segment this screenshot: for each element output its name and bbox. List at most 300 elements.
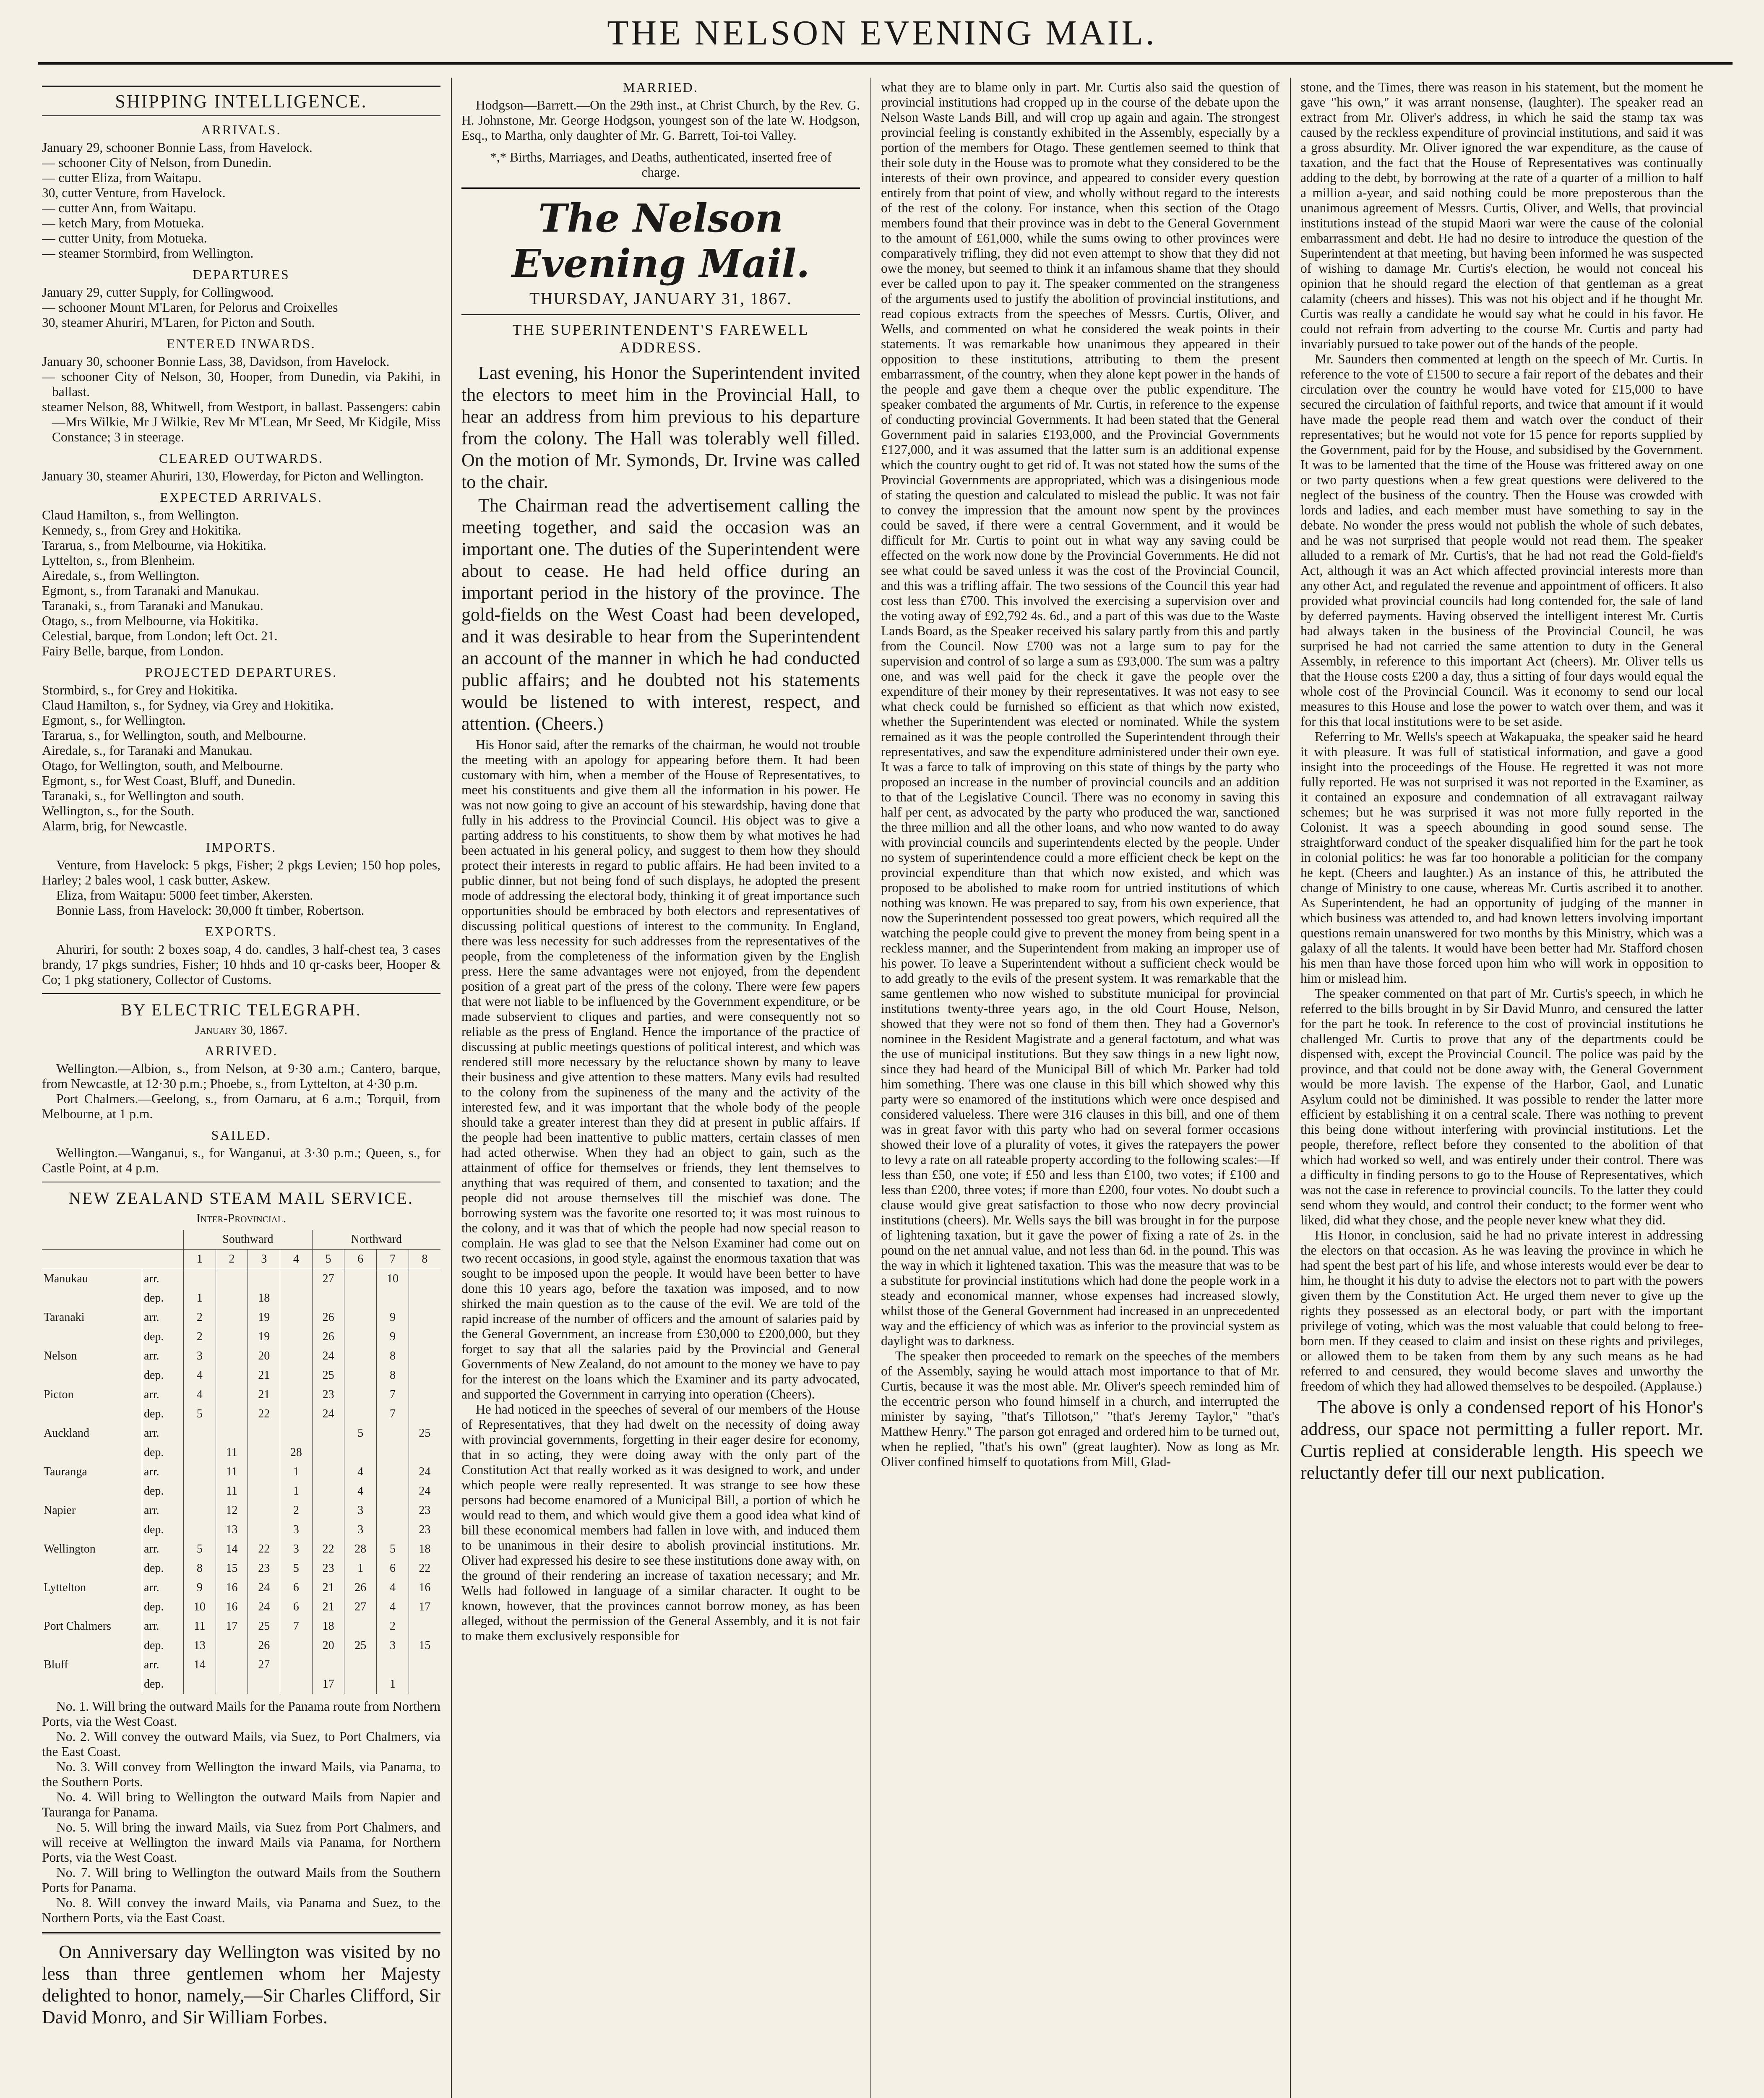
table-cell: 28 [280,1443,313,1462]
arrival-departure: dep. [142,1482,184,1501]
table-cell: 14 [216,1540,248,1559]
port-name [42,1597,142,1617]
body-paragraph: what they are to blame only in part. Mr. Curtis also said the question of provincial institutions had cropped up in the course of the debate upon the Nelson Waste Lands Bill, and will crop up again and again. The strongest provincial feeling is constantly exhibited in the Assembly, especially by a portion of the members for Otago. These gentlemen seemed to think that their sole duty in the House was to promote what they considered to be the interests of their own province, and appeared to consider every question entirely from that point of view, and wholly without regard to the interests of the rest of the colony. For instance, when this section of the Otago members found that their province was in debt to the General Government to the amount of £61,000, while the sums owing to other provinces were comparatively trifling, they did not even attempt to show that they did not owe the money, but seemed to think it an infamous shame that they should ever be called upon to pay it. The speaker commented on the strangeness of the arguments used to justify the abolition of provincial institutions, and read copious extracts from the speeches of Messrs. Curtis, Oliver, and Wells, and commented on what he considered the weak points in their statements. It was remarkable how unanimous they appeared in their opposition to these institutions, attributing to them the present embarrassment, of the country, when they alone kept power in the hands of the people and gave them a cheque over the public expenditure. The speaker combated the arguments of Mr. Curtis, in reference to the expense of conducting provincial Governments. It had been stated that the General Government paid in salaries £193,000, and the Provincial Governments £127,000, and it was assumed that the latter sum is an additional expense which the country ought to get rid of. It was not stated how the sums of the Provincial Governments are appropriated, which was a disingenious mode of stating the question and calculated to mislead the public. It was not fair to convey the impression that the amount now spent by the provinces could be saved, if there were a central Government, and it would be difficult for Mr. Curtis to point out in what way any saving could be effected on the work now done by the Provincial Governments. He did not see what could be saved unless it was the cost of the Provincial Council, and this was a trifling affair. The two sessions of the Council this year had cost less than £700. This involved the exercising a supervision over and the voting away of £92,792 4s. 6d., and a part of this was due to the Waste Lands Board, as the Speaker received his salary partly from this and partly from the Council. Now £700 was not a large sum to pay for the supervision and control of so large a sum as £93,000. The sum was a paltry one, and was well paid for the check it gave the people over the expenditure of their money by their representatives. It was not easy to see what check could be furnished so efficient as that which now existed, whether the Superintendent was elected or nominated. While the system remained as it was the people controlled the Superintendent through their representatives, and saw the expenditure administered under their own eye. It was a farce to talk of improving on this state of things by the party who proposed an increase in the number of provincial councils and an addition to that of the Legislative Council. There was no economy in saving this half per cent, as advocated by the party who produced the war, sanctioned the three million and all the other loans, and who now wanted to do away with provincial councils and superintendents elected by the people. Under no system of superintendence could a more efficient check be kept on the provincial expenditure than that which now existed, and which was proposed to be abolished to make room for untried institutions of which nothing was known. He was prepared to say, from his own experience, that now the Superintendent possessed too great powers, which required all the watching the people could give to prevent the money from being spent in a reckless manner, and the Superintendent from making an improper use of his power. To leave a Superintendent without a sufficient check would be to add greatly to the evils of the present system. It was remarkable that the same gentlemen who now wished to substitute municipal for provincial institutions twenty-three years ago, in the old Court House, Nelson, showed that they were not so fond of them then. They had a Governor's nominee in the Resident Magistrate and a general factotum, and what was the use of municipal institutions. But they saw things in a new light now, since they had heard of the Municipal Bill of which Mr. Parker had told him something. There was one clause in this bill which showed why this party were so enamored of the institutions which were once despised and considered valueless. There were 316 clauses in this bill, and one of them was in great favor with this party who had on several former occasions showed their love of a plurality of votes, it gives the ratepayers the power to levy a rate on all rateable property according to the following scales:—If less than £50, one vote; if £50 and less than £100, two votes; if £100 and less than £200, three votes; if more than £200, four votes. No doubt such a clause would give great satisfaction to those who now decry provincial institutions (cheers). Mr. Wells says the bill was brought in for the purpose of lightening taxation, but it gave the power of fixing a rate of 2s. in the pound on the net annual value, and not less than 6d. in the pound. This was the way in which it lightened taxation. This was the measure that was to be a substitute for provincial institutions which had done the people work in a steady and economical manner, whose expenses had increased slowly, whilst those of the General Government had increased in an unprecedented way and the efficiency of which was as inferior to the provincial system as daylight was to darkness. [881,80,1279,1348]
table-cell [312,1289,344,1308]
departures-list [42,285,440,330]
table-cell: 6 [280,1597,313,1617]
list-item: Stormbird, s., for Grey and Hokitika. [42,683,238,697]
port-name [42,1675,142,1694]
table-cell [216,1346,248,1366]
list-item: No. 5. Will bring the inward Mails, via Suez from Port Chalmers, and will receive at Wellington the inward Mails via Panama, for Northern Ports, via the West Coast. [42,1820,440,1865]
list-item: January 30, schooner Bonnie Lass, 38, Davidson, from Havelock. [42,354,390,369]
table-cell: 1 [184,1289,216,1308]
married-text: Hodgson—Barrett.—On the 29th inst., at Christ Church, by the Rev. G. H. Johnstone, Mr. George Hodgson, youngest son of the late W. Hodgson, Esq., to Martha, only daughter of Mr. G. Barrett, Toi-toi Valley. [461,98,860,143]
timetable-column-number: 8 [409,1250,440,1269]
table-cell [280,1655,313,1675]
table-cell [280,1424,313,1443]
list-item: Taranaki, s., for Wellington and south. [42,788,244,803]
table-cell: 26 [344,1578,377,1597]
table-cell [280,1366,313,1385]
table-cell [184,1675,216,1694]
list-item: No. 1. Will bring the outward Mails for the Panama route from Northern Ports, via the West Coast. [42,1699,440,1729]
table-row [42,1424,440,1443]
married-title: MARRIED. [623,80,698,95]
table-cell: 27 [248,1655,280,1675]
list-item: Egmont, s., for West Coast, Bluff, and Dunedin. [42,773,296,788]
departures-title: DEPARTURES [193,267,290,282]
port-name [42,1289,142,1308]
port-name: Tauranga [44,1465,87,1478]
table-cell: 13 [184,1636,216,1655]
imports-list [42,858,440,918]
section-rule [461,187,860,189]
table-cell: 26 [312,1327,344,1346]
table-cell [216,1327,248,1346]
table-cell [409,1366,440,1385]
table-cell: 16 [216,1578,248,1597]
port-name: Port Chalmers [44,1620,111,1633]
table-cell: 8 [377,1346,409,1366]
closing-paragraph [1300,1396,1703,1484]
table-cell [248,1424,280,1443]
arrival-departure: dep. [142,1597,184,1617]
table-cell: 3 [280,1520,313,1540]
table-row [42,1482,440,1501]
table-row [42,1462,440,1482]
table-cell: 21 [312,1578,344,1597]
port-name [42,1327,142,1346]
table-cell: 10 [377,1269,409,1289]
table-cell: 23 [312,1385,344,1404]
table-cell: 24 [409,1462,440,1482]
table-cell [344,1655,377,1675]
table-row [42,1308,440,1327]
table-cell: 1 [377,1675,409,1694]
table-cell [409,1346,440,1366]
list-item: Taranaki, s., from Taranaki and Manukau. [42,598,263,613]
cleared-title: CLEARED OUTWARDS. [159,451,324,466]
table-cell [216,1636,248,1655]
dateline: THURSDAY, JANUARY 31, 1867. [529,289,792,308]
shipping-heading: SHIPPING INTELLIGENCE. [42,86,440,116]
telegraph-heading: BY ELECTRIC TELEGRAPH. [121,1000,362,1019]
list-item: — schooner Mount M'Laren, for Pelorus and Croixelles [42,300,338,315]
table-cell: 12 [216,1501,248,1520]
table-cell [280,1636,313,1655]
table-cell: 22 [248,1540,280,1559]
cleared-list [42,469,440,484]
table-cell: 4 [184,1366,216,1385]
table-cell [377,1462,409,1482]
list-item: Egmont, s., for Wellington. [42,713,186,728]
body-paragraph: Referring to Mr. Wells's speech at Wakapuaka, the speaker said he heard it with pleasure. It was full of statistical information, and gave a good insight into the proceedings of the House. He regretted it was not more fully reported. He was not surprised it was not reported in the Examiner, as it contained an exposure and condemnation of all extravagant railway schemes; but he was surprised it was not more fully reported in the Colonist. It was a speech abounding in good sound sense. The straightforward conduct of the speaker disqualified him for the part he took in colonial politics: he was far too honorable a politician for the company he kept. (Cheers and laughter.) As an instance of this, he attributed the change of Ministry to one cause, whereas Mr. Curtis ascribed it to another. As Superintendent, he had an opportunity of judging of the manner in which business was attended to, and had known letters involving important questions remain unanswered for two months by this Ministry, which was a galaxy of all the talents. It would have been better had Mr. Stafford chosen his men than have those forced upon him who will work in opposition to him or mislead him. [1300,729,1703,986]
list-item: Wellington, s., for the South. [42,804,195,818]
timetable-column-number: 5 [312,1250,344,1269]
table-cell [248,1482,280,1501]
table-cell: 23 [248,1559,280,1578]
list-item: No. 4. Will bring to Wellington the outward Mails from Napier and Tauranga for Panama. [42,1790,440,1819]
table-cell: 13 [216,1520,248,1540]
table-cell: 19 [248,1308,280,1327]
table-cell [377,1289,409,1308]
list-item: — ketch Mary, from Motueka. [42,216,204,230]
column-shipping [42,80,440,2098]
table-row [42,1597,440,1617]
table-row [42,1346,440,1366]
list-item: 30, cutter Venture, from Havelock. [42,185,226,200]
arrival-departure: dep. [142,1327,184,1346]
table-row [42,1540,440,1559]
timetable-column-number: 6 [344,1250,377,1269]
arrival-departure: dep. [142,1366,184,1385]
timetable-column-number: 3 [248,1250,280,1269]
masthead: THE NELSON EVENING MAIL. [607,13,1157,52]
port-name [42,1520,142,1540]
body-paragraph: His Honor, in conclusion, said he had no private interest in addressing the electors on that occasion. As he was leaving the province in which he had spent the best part of his life, and whose interests would ever be dear to him, he thought it his duty to advise the electors not to part with the powers given them by the Constitution Act. He urged them never to give up the rights they possessed as an electoral body, or part with the important privilege of voting, which was the most valuable that could belong to free-born men. If they ceased to claim and insist on these rights and privileges, or allowed them to be taken from them by any such means as he had referred to and censured, they would become slaves and unworthy the freedom of which they had allowed themselves to be despoiled. (Applause.) [1300,1228,1703,1393]
table-cell: 23 [409,1520,440,1540]
table-cell [216,1385,248,1404]
table-cell [216,1289,248,1308]
arrival-departure: arr. [142,1617,184,1636]
list-item: Lyttelton, s., from Blenheim. [42,553,195,568]
list-item: Port Chalmers.—Geelong, s., from Oamaru, at 6 a.m.; Torquil, from Melbourne, at 1 p.m. [42,1091,440,1121]
list-item: — schooner City of Nelson, from Dunedin. [42,155,272,170]
table-cell: 5 [184,1540,216,1559]
table-cell [184,1501,216,1520]
list-item: — cutter Ann, from Waitapu. [42,201,196,215]
table-cell: 25 [312,1366,344,1385]
table-cell [280,1675,313,1694]
body-paragraph: stone, and the Times, there was reason in his statement, but the moment he gave "his own," it was arrant nonsense, (laughter). The speaker read an extract from Mr. Oliver's address, in which he said the stamp tax was caused by the reckless expenditure of provincial institutions, and said it was a gross absurdity. Mr. Oliver ignored the war expenditure, as the cause of taxation, and the fact that the House of Representatives was continually adding to the debt, by borrowing at the rate of a quarter of a million to half a million a-year, and said nothing could be more preposterous than the unanimous agreement of Messrs. Curtis, Oliver, and Wells, that provincial institutions instead of the stupid Maori war were the cause of the colonial embarrassment and debt. He had no desire to introduce the question of the Superintendent at that meeting, but having been informed he was suspected of wishing to damage Mr. Curtis's election, he would not conceal his opinion that he should regard the election of that gentleman as a great calamity (cheers and hisses). This was not his object and if he thought Mr. Curtis was really a candidate he would say what he could in his favor. He could not refrain from adverting to the course Mr. Curtis and party had invariably pursued to take power out of the hands of the people. [1300,80,1703,351]
table-cell: 7 [377,1385,409,1404]
timetable-column-number: 7 [377,1250,409,1269]
table-cell: 25 [409,1424,440,1443]
list-item: Alarm, brig, for Newcastle. [42,819,188,833]
table-cell [248,1675,280,1694]
table-cell [216,1675,248,1694]
table-row [42,1578,440,1597]
mail-service-heading: NEW ZEALAND STEAM MAIL SERVICE. [69,1189,414,1208]
table-cell: 15 [409,1636,440,1655]
table-cell [216,1655,248,1675]
table-cell: 11 [184,1617,216,1636]
table-cell [248,1269,280,1289]
timetable-column-number: 4 [280,1250,313,1269]
list-item: No. 8. Will convey the inward Mails, via Panama and Suez, to the Northern Ports, via the East Coast. [42,1895,440,1925]
list-item: — cutter Eliza, from Waitapu. [42,170,201,185]
table-cell [280,1327,313,1346]
table-row [42,1559,440,1578]
list-item: Wellington.—Wanganui, s., for Wanganui, at 3·30 p.m.; Queen, s., for Castle Point, at 4 p.m. [42,1146,440,1175]
table-cell [344,1675,377,1694]
table-cell [280,1308,313,1327]
table-cell: 11 [216,1443,248,1462]
table-cell: 4 [377,1597,409,1617]
table-cell: 17 [312,1675,344,1694]
table-cell: 1 [280,1462,313,1482]
body-paragraph: Mr. Saunders then commented at length on the speech of Mr. Curtis. In reference to the vote of £1500 to secure a fair report of the debates and their circulation over the country he would have voted for £15,000 to have secured the circulation of faithful reports, and twice that amount if it would have made the people read them and watch over the conduct of their representatives; but he would not vote for 15 pence for reports supplied by the Government, paid for by the House, and subsidised by the Government. It was to be lamented that the time of the House was frittered away on one or two party questions when a few great questions were delivered to the neglect of the business of the country. Then the House was crowded with lords and ladies, and each member must have something to say in the debate. No wonder the press would not publish the whole of such debates, and he was not surprised that people would not read them. The speaker alluded to a remark of Mr. Curtis's, that he had not read the Gold-field's Act, although it was an Act which affected provincial interests more than any other Act, and regulated the revenue and appointment of officers. It also provided what provincial councils had long contended for, the sale of land by deferred payments. Having observed the intelligent interest Mr. Curtis had always taken in the business of the Provincial Council, he was surprised he had not carried the same attention to duty in the General Assembly, in reference to this important Act (cheers). Mr. Oliver tells us that the House costs £200 a day, thus a sitting of four days would equal the whole cost of the Provincial Council. Was it economy to send our local measures to this House and lose the power to watch over them, and was it for this that local institutions were to be set aside. [1300,352,1703,729]
table-cell [409,1269,440,1289]
table-cell: 22 [312,1540,344,1559]
list-item: Venture, from Havelock: 5 pkgs, Fisher; 2 pkgs Levien; 150 hop poles, Harley; 2 bales wool, 1 cask butter, Askew. [42,858,440,887]
table-cell: 2 [184,1327,216,1346]
table-cell [409,1617,440,1636]
table-row [42,1655,440,1675]
table-cell: 8 [184,1559,216,1578]
mail-timetable [42,1230,440,1694]
table-cell: 22 [248,1404,280,1424]
table-row [42,1501,440,1520]
article-body [1300,80,1703,1394]
group-northward: Northward [312,1230,440,1250]
port-name: Bluff [44,1658,68,1671]
body-paragraph: He had noticed in the speeches of several of our members of the House of Representatives, that they had dwelt on the necessity of doing away with provincial governments, forgetting in their eager desire for economy, that in so acting, they were doing away with the only part of the Constitution Act that really worked as it was designed to work, and under which people were really represented. It was strange to see how these persons had become enamored of a Municipal Bill, a portion of which he would read to them, and which would give them a good idea what kind of bill these economical members had fallen in love with, and induced them to be unanimous in their desire to abolish provincial institutions. Mr. Oliver had expressed his desire to see these institutions done away with, on the ground of their rendering an increase of taxation necessary; and Mr. Wells had followed in language of a similar character. It ought to be known, however, that the provinces cannot borrow money, as has been alleged, without the permission of the General Assembly, and it is not fair to make them exclusively responsible for [461,1402,860,1643]
table-cell: 24 [312,1404,344,1424]
table-cell [409,1327,440,1346]
exports-title: EXPORTS. [205,924,278,939]
table-cell: 20 [248,1346,280,1366]
lead-paragraph: The Chairman read the advertisement calling the meeting together, and said the occasion was an important one. The duties of the Superintendent were about to cease. He had held office during an important period in the history of the province. The gold-fields on the West Coast had been developed, and it was desirable to hear from the Superintendent an account of the manner in which he had conducted public affairs; and he doubted not his statements would be listened to with interest, respect, and attention. (Cheers.) [461,495,860,734]
telegraph-date: January 30, 1867. [195,1023,288,1037]
port-name: Wellington [44,1542,96,1555]
column-divider [451,78,452,2098]
table-row [42,1289,440,1308]
table-cell: 18 [248,1289,280,1308]
tel-sailed-list [42,1146,440,1176]
exports-list [42,942,440,987]
table-cell [377,1424,409,1443]
port-name [42,1482,142,1501]
table-cell: 14 [184,1655,216,1675]
table-cell [312,1655,344,1675]
table-cell: 4 [344,1482,377,1501]
table-cell [344,1289,377,1308]
list-item: January 30, steamer Ahuriri, 130, Flowerday, for Picton and Wellington. [42,469,424,483]
nameplate: The Nelson Evening Mail. [511,196,810,286]
table-cell: 28 [344,1540,377,1559]
table-cell: 3 [377,1636,409,1655]
projected-title: PROJECTED DEPARTURES. [145,665,338,680]
tel-arrived-title: ARRIVED. [204,1043,278,1058]
table-cell [184,1443,216,1462]
table-cell [312,1424,344,1443]
table-cell [312,1462,344,1482]
list-item: steamer Nelson, 88, Whitwell, from Westport, in ballast. Passengers: cabin—Mrs Wilkie, Mr J Wilkie, Rev Mr M'Lean, Mr Seed, Mr Kidgile, Miss Constance; 3 in steerage. [42,399,440,444]
table-cell [409,1385,440,1404]
arrival-departure: arr. [142,1578,184,1597]
table-cell [216,1424,248,1443]
table-cell: 21 [248,1385,280,1404]
list-item: Tararua, s., from Melbourne, via Hokitika. [42,538,266,553]
table-cell: 25 [248,1617,280,1636]
table-cell: 3 [280,1540,313,1559]
section-rule [42,1932,440,1934]
table-cell [248,1520,280,1540]
mail-service-sub: Inter-Provincial. [196,1211,287,1225]
article-lead [461,362,860,735]
timetable-column-number: 2 [216,1250,248,1269]
table-cell: 11 [216,1462,248,1482]
table-row [42,1404,440,1424]
port-name: Auckland [44,1427,89,1440]
table-cell [344,1404,377,1424]
table-cell: 20 [312,1636,344,1655]
list-item: Eliza, from Waitapu: 5000 feet timber, Akersten. [56,888,313,903]
table-cell: 17 [216,1617,248,1636]
table-cell: 17 [409,1597,440,1617]
table-cell: 23 [312,1559,344,1578]
table-cell [344,1327,377,1346]
table-cell [344,1346,377,1366]
arrivals-list [42,140,440,261]
table-cell: 2 [280,1501,313,1520]
table-cell: 5 [344,1424,377,1443]
married-notice [461,98,860,143]
arrival-departure: arr. [142,1540,184,1559]
table-cell: 9 [184,1578,216,1597]
notice: *,* Births, Marriages, and Deaths, authenticated, inserted free of charge. [490,150,832,180]
arrival-departure: dep. [142,1443,184,1462]
table-cell [377,1655,409,1675]
table-cell: 26 [312,1308,344,1327]
table-row [42,1617,440,1636]
table-cell: 26 [248,1636,280,1655]
table-cell: 5 [377,1540,409,1559]
table-row [42,1636,440,1655]
arrival-departure: arr. [142,1501,184,1520]
article-title: THE SUPERINTENDENT'S FAREWELL ADDRESS. [512,321,809,356]
table-cell [312,1443,344,1462]
imports-title: IMPORTS. [206,840,277,855]
port-name [42,1366,142,1385]
projected-list [42,683,440,834]
table-cell [409,1308,440,1327]
table-cell [344,1269,377,1289]
section-rule [461,314,860,315]
anniversary-text: On Anniversary day Wellington was visited by no less than three gentlemen whom her Majesty delighted to honor, namely,—Sir Charles Clifford, Sir David Monro, and Sir William Forbes. [42,1941,440,2028]
closing-text: The above is only a condensed report of his Honor's address, our space not permitting a fuller report. Mr. Curtis replied at considerable length. His speech we reluctantly defer till our next publication. [1300,1397,1703,1483]
table-cell: 2 [377,1617,409,1636]
list-item: Otago, for Wellington, south, and Melbourne. [42,758,284,773]
article-body [461,737,860,1644]
body-paragraph: The speaker then proceeded to remark on the speeches of the members of the Assembly, saying he would attach most importance to that of Mr. Curtis, because it was the most able. Mr. Oliver's speech reminded him of the eccentric person who found himself in a church, and interrupted the minister by saying, "that's Tillotson," "that's Jeremy Taylor," "that's Matthew Henry." The parson got enraged and ordered him to be turned out, when he replied, "that's his own" (great laughter). Now as long as Mr. Oliver confined himself to quotations from Mill, Glad- [881,1349,1279,1469]
table-cell: 4 [377,1578,409,1597]
body-paragraph: His Honor said, after the remarks of the chairman, he would not trouble the meeting with an apology for appearing before them. It had been customary with him, when a member of the House of Representatives, to meet his constituents and give them all the information in his power. He was not now going to give an account of his stewardship, having done that fully in his address to the Provincial Council. His object was to give a parting address to his constituents, to show them by what motives he had been actuated in his general policy, and suggest to them how they should protect their interests in regard to public affairs. He had been invited to a public dinner, but not being fond of such displays, he adopted the present mode of addressing the electoral body, thinking it of great importance such opportunities should be embraced by both electors and representatives of discussing political questions of interest to the community. In England, there was less necessity for such addresses from the representatives of the people, from the completeness of the information given by the English press. Here the same advantages were not enjoyed, from the dependent position of a great part of the press of the colony. There were few papers that were not liable to be influenced by the Government expenditure, or be made subservient to cliques and parties, and were consequently not so reliable as the press of England. Hence the importance of the practice of discussing at public meetings questions of political interest, and which was rendered still more necessary by the reluctance shown by many to leave their business and give attention to these matters. Many evils had resulted to the colony from the supineness of the many and the activity of the interested few, and it was important that the whole body of the people should take a greater interest than they did at present in public affairs. If the people had been inattentive to public matters, certain classes of men had acted otherwise. When they had an object to gain, such as the attainment of office for themselves or friends, they lent themselves to anything that was required of them, and consented to taxation; and the people did not arouse themselves till the mischief was done. The borrowing system was the favorite one resorted to; it was most ruinous to the colony, and it was that of which the people had now special reason to complain. He was glad to see that the Nelson Examiner had come out on two recent occasions, in good style, against the enormous taxation that was sought to be imposed upon the people. It would have been better to have done this 10 years ago, before the taxation was imposed, and to now shirked the main question as to the cause of the evil. We are told of the rapid increase of the number of officers and the amount of salaries paid by the General Government, an increase from £30,000 to £200,000, but they forget to say that all the salaries paid by the Provincial and General Governments of New Zealand, do not amount to the money we have to pay for the interest on the loans which the Examiner and its party advocated, and supported the Government in carrying into operation (Cheers). [461,737,860,1401]
table-cell: 22 [409,1559,440,1578]
list-item: — schooner City of Nelson, 30, Hooper, from Dunedin, via Pakihi, in ballast. [42,369,440,399]
table-cell: 5 [184,1404,216,1424]
table-cell [344,1366,377,1385]
table-cell: 18 [409,1540,440,1559]
arrival-departure: arr. [142,1424,184,1443]
list-item: Fairy Belle, barque, from London. [42,644,224,658]
table-cell: 6 [280,1578,313,1597]
table-cell [344,1308,377,1327]
table-cell: 1 [344,1559,377,1578]
column-divider [1290,78,1291,2098]
table-row [42,1385,440,1404]
group-southward: Southward [184,1230,313,1250]
table-cell: 27 [344,1597,377,1617]
mail-timetable-body [42,1269,440,1694]
table-row [42,1269,440,1289]
arrival-departure: arr. [142,1346,184,1366]
list-item: Claud Hamilton, s., from Wellington. [42,508,239,522]
table-cell: 16 [409,1578,440,1597]
table-row [42,1675,440,1694]
list-item: Ahuriri, for south: 2 boxes soap, 4 do. candles, 3 half-chest tea, 3 cases brandy, 17 pkgs sundries, Fisher; 10 hhds and 10 qr-casks beer, Hooper & Co; 1 pkg stationery, Collector of Customs. [42,942,440,987]
table-cell: 15 [216,1559,248,1578]
table-cell [409,1655,440,1675]
table-cell [280,1269,313,1289]
list-item: Airedale, s., for Taranaki and Manukau. [42,743,253,758]
port-name: Picton [44,1388,74,1401]
table-cell [409,1443,440,1462]
list-item: Claud Hamilton, s., for Sydney, via Grey and Hokitika. [42,698,334,712]
list-item: January 29, schooner Bonnie Lass, from Havelock. [42,140,313,155]
table-cell: 10 [184,1597,216,1617]
table-cell [216,1269,248,1289]
table-cell: 8 [377,1366,409,1385]
table-cell [216,1308,248,1327]
arrival-departure: arr. [142,1462,184,1482]
arrival-departure: dep. [142,1559,184,1578]
port-name: Taranaki [44,1311,85,1324]
table-cell: 5 [280,1559,313,1578]
table-cell: 24 [409,1482,440,1501]
list-item: — cutter Unity, from Motueka. [42,231,207,245]
table-cell [280,1404,313,1424]
arrival-departure: arr. [142,1269,184,1289]
arrival-departure: arr. [142,1308,184,1327]
column-article-end [1300,80,1703,2098]
table-cell: 11 [216,1482,248,1501]
list-item: Bonnie Lass, from Havelock: 30,000 ft timber, Robertson. [56,903,365,918]
arrival-departure: dep. [142,1520,184,1540]
port-name [42,1636,142,1655]
table-cell: 16 [216,1597,248,1617]
table-cell [280,1385,313,1404]
table-cell: 3 [184,1346,216,1366]
arrivals-title: ARRIVALS. [201,122,281,137]
port-name [42,1443,142,1462]
table-cell [248,1462,280,1482]
table-cell [377,1443,409,1462]
table-cell [280,1346,313,1366]
table-cell [344,1443,377,1462]
table-cell [184,1482,216,1501]
table-cell: 23 [409,1501,440,1520]
list-item: No. 3. Will convey from Wellington the inward Mails, via Panama, to the Southern Ports. [42,1759,440,1789]
table-cell: 24 [312,1346,344,1366]
port-name [42,1404,142,1424]
table-cell: 21 [248,1366,280,1385]
tel-arrived-list [42,1061,440,1122]
table-cell: 6 [377,1559,409,1578]
port-name: Nelson [44,1349,77,1362]
port-name: Manukau [44,1272,88,1285]
anniversary-paragraph [42,1941,440,2028]
arrival-departure: arr. [142,1385,184,1404]
list-item: Airedale, s., from Wellington. [42,568,200,583]
table-cell: 4 [184,1385,216,1404]
column-editorial [461,80,860,2098]
column-divider [870,78,871,2098]
table-cell [184,1462,216,1482]
column-article-continued [881,80,1279,2098]
table-cell [312,1482,344,1501]
table-row [42,1520,440,1540]
